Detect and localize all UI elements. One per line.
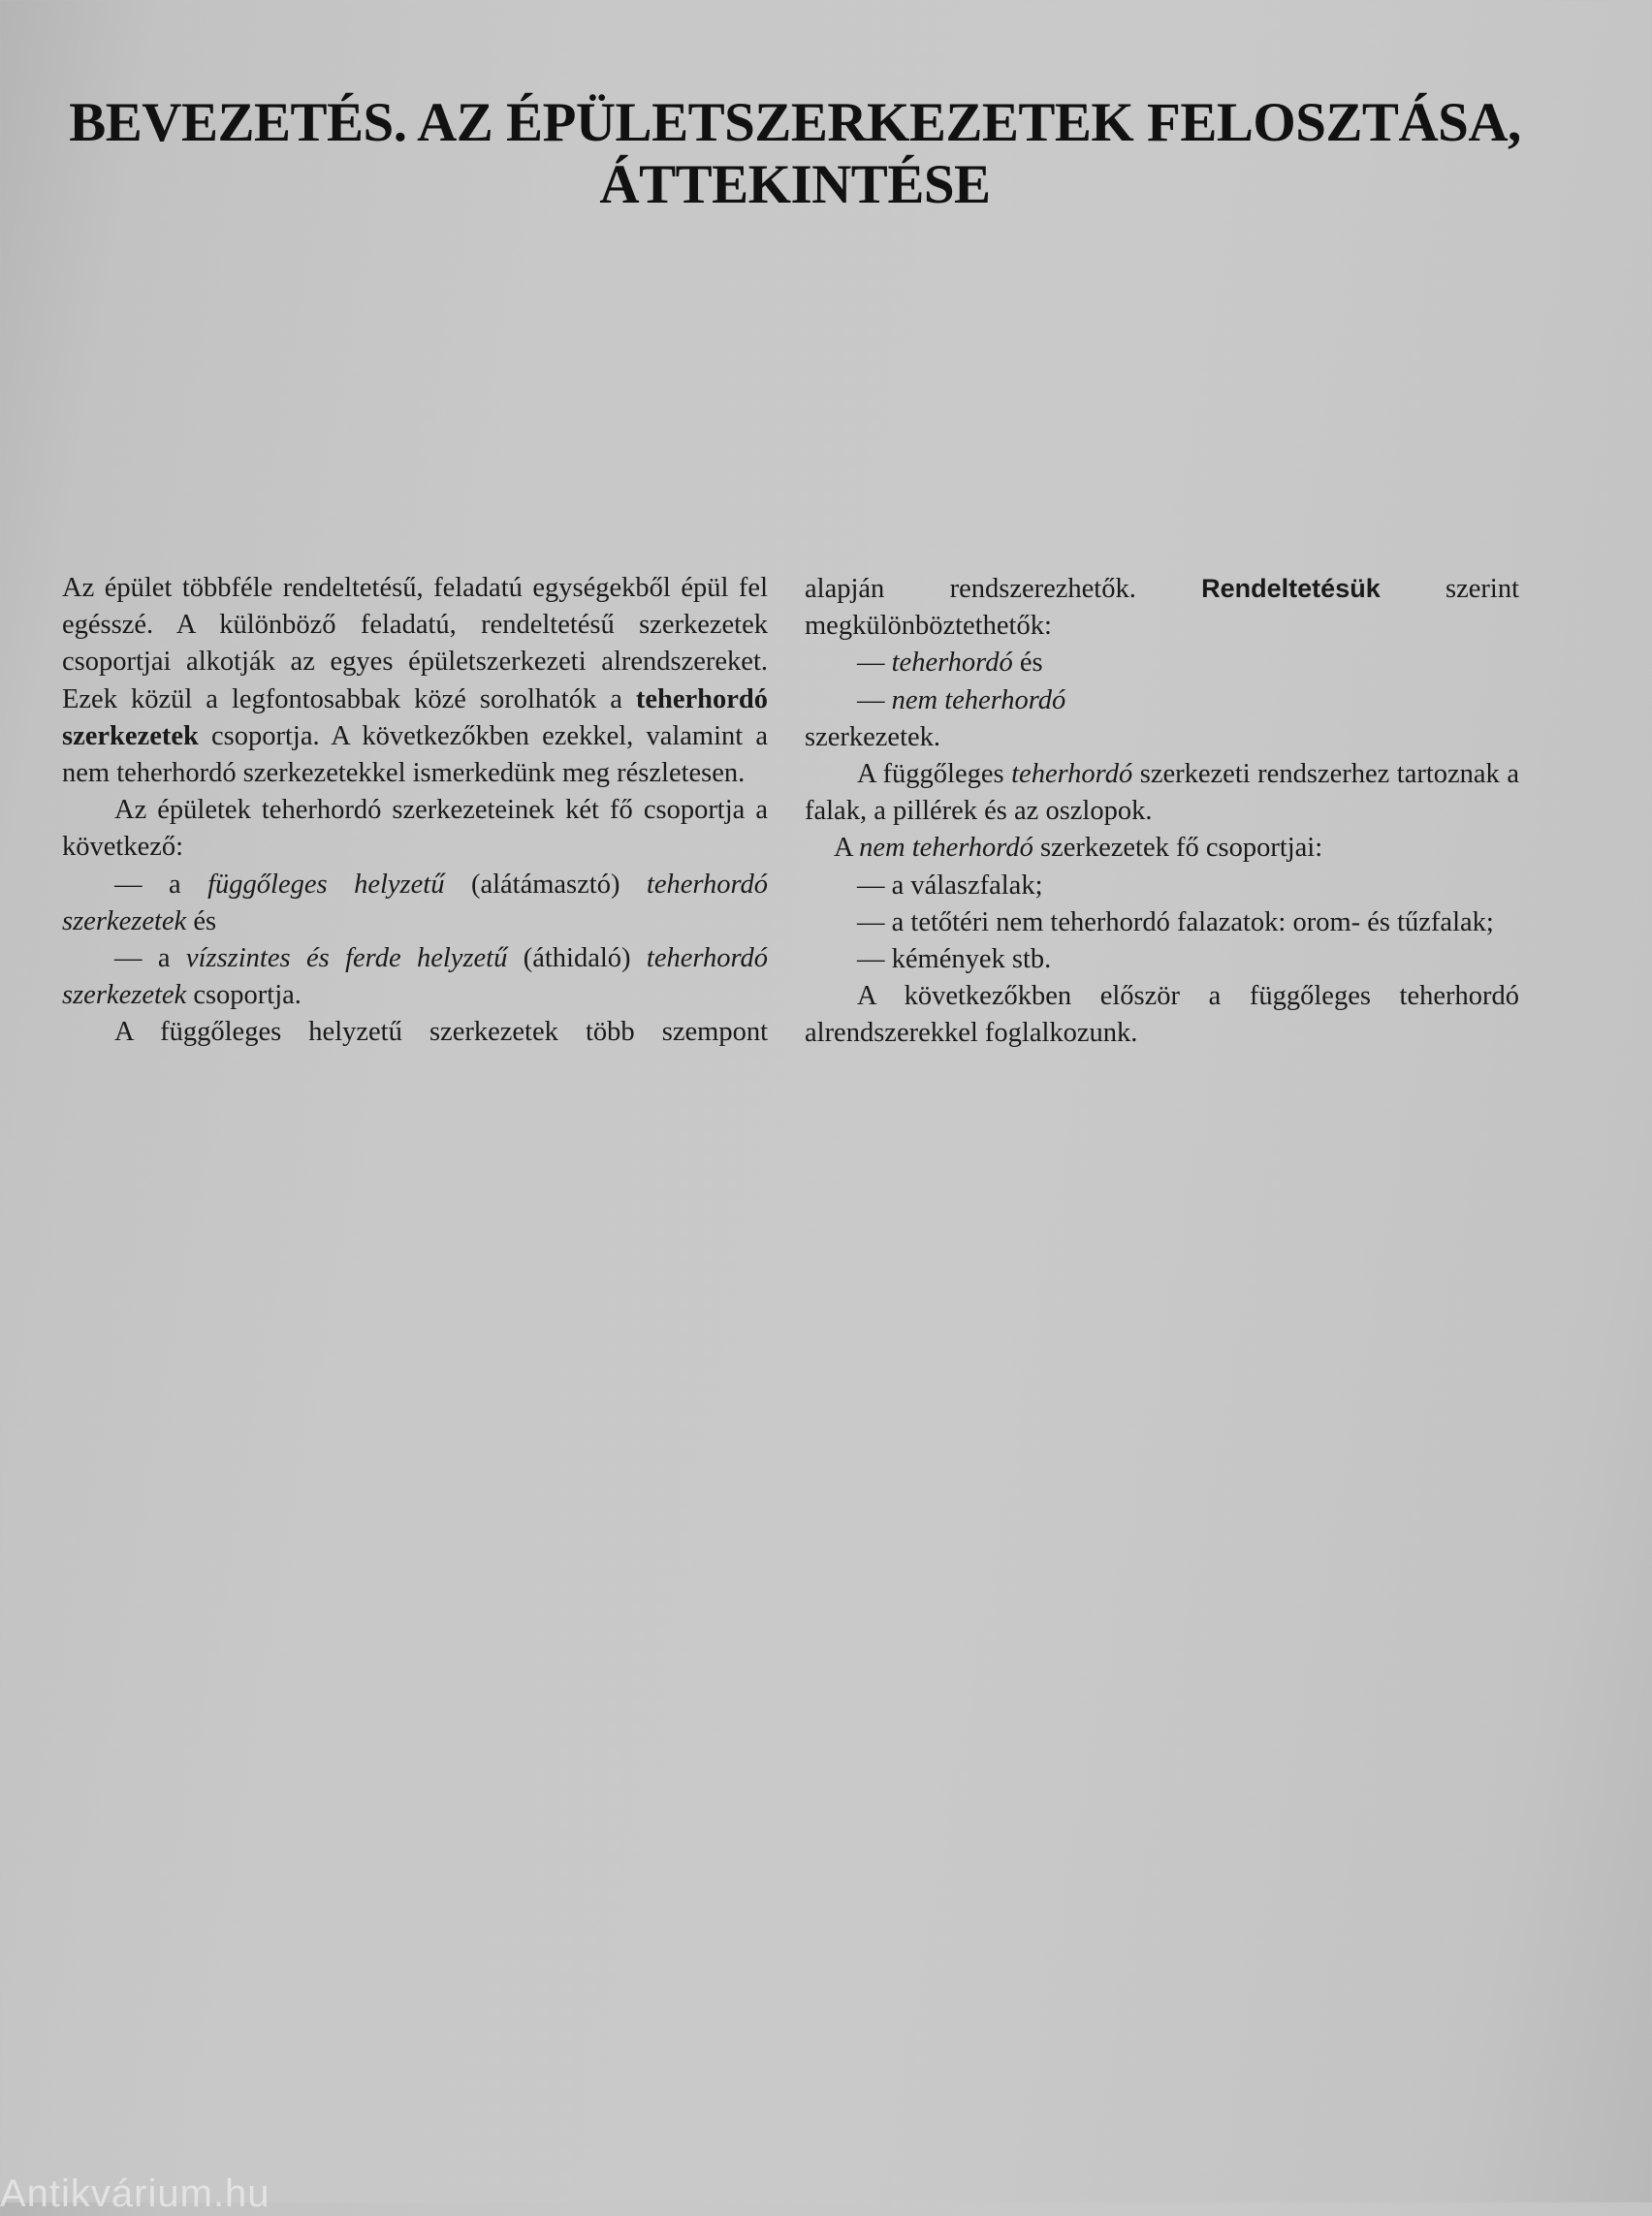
paragraph-vertical-system: A függőleges teherhordó szerkezeti rendszerhez tartoznak a falak, a pillérek és az oszlopok. bbox=[805, 759, 1519, 827]
list-item-horizontal: — a vízszintes és ferde helyzetű (áthidaló) teherhordó szerkezetek csoportja. bbox=[62, 943, 768, 1011]
chapter-heading bbox=[58, 92, 1532, 216]
list-item-vertical: — a függőleges helyzetű (alátámasztó) teherhordó szerkezetek és bbox=[62, 869, 769, 936]
paragraph-structures: szerkezetek. bbox=[805, 721, 941, 752]
list-item-chimneys: — kémények stb. bbox=[857, 944, 1052, 975]
paragraph-groups: Az épületek teherhordó szerkezeteinek két fő csoportja a következő: bbox=[62, 795, 768, 863]
paragraph-intro: Az épület többféle rendeltetésű, feladatú egységekből épül fel egésszé. A különböző feladatú, rendeltetésű szerkezetek csoportjai alkotják az egyes épületszerkezeti alrendszereket. Ezek közül a legfontosabbak közé sorolhatók a teherhordó szerkezetek csoportja. A következőkben ezekkel, valamint a nem teherhordó szerkezetekkel ismerkedünk meg részletesen. bbox=[62, 573, 768, 789]
paragraph-next: A következőkben először a függőleges teherhordó alrendszerekkel foglalkozunk. bbox=[805, 981, 1519, 1049]
paragraph-continued: A függőleges helyzetű szerkezetek több szempont bbox=[114, 1017, 768, 1048]
watermark: Antikvárium.hu bbox=[0, 2172, 270, 2215]
list-item-load-bearing: — teherhordó és bbox=[857, 648, 1043, 679]
list-item-attic-walls: — a tetőtéri nem teherhordó falazatok: orom- és tűzfalak; bbox=[857, 906, 1494, 937]
list-item-partition-walls: — a válaszfalak; bbox=[857, 870, 1043, 901]
paragraph-classification: alapján rendszerezhetők. Rendeltetésük szerint megkülönböztethetők: bbox=[805, 574, 1519, 642]
chapter-heading-line-1: BEVEZETÉS. AZ ÉPÜLETSZERKEZETEK FELOSZTÁSA, bbox=[69, 92, 1521, 153]
right-text-column bbox=[805, 570, 1519, 1053]
paragraph-non-load-bearing-groups: A nem teherhordó szerkezetek fő csoportjai: bbox=[834, 833, 1323, 864]
bold-term-purpose: Rendeltetésük bbox=[1201, 574, 1381, 603]
list-item-non-load-bearing: — nem teherhordó bbox=[857, 684, 1066, 715]
chapter-heading-line-2: ÁTTEKINTÉSE bbox=[599, 154, 991, 215]
left-text-column bbox=[62, 570, 768, 1052]
bold-term-load-bearing-structures: teherhordó szerkezetek bbox=[62, 683, 768, 751]
